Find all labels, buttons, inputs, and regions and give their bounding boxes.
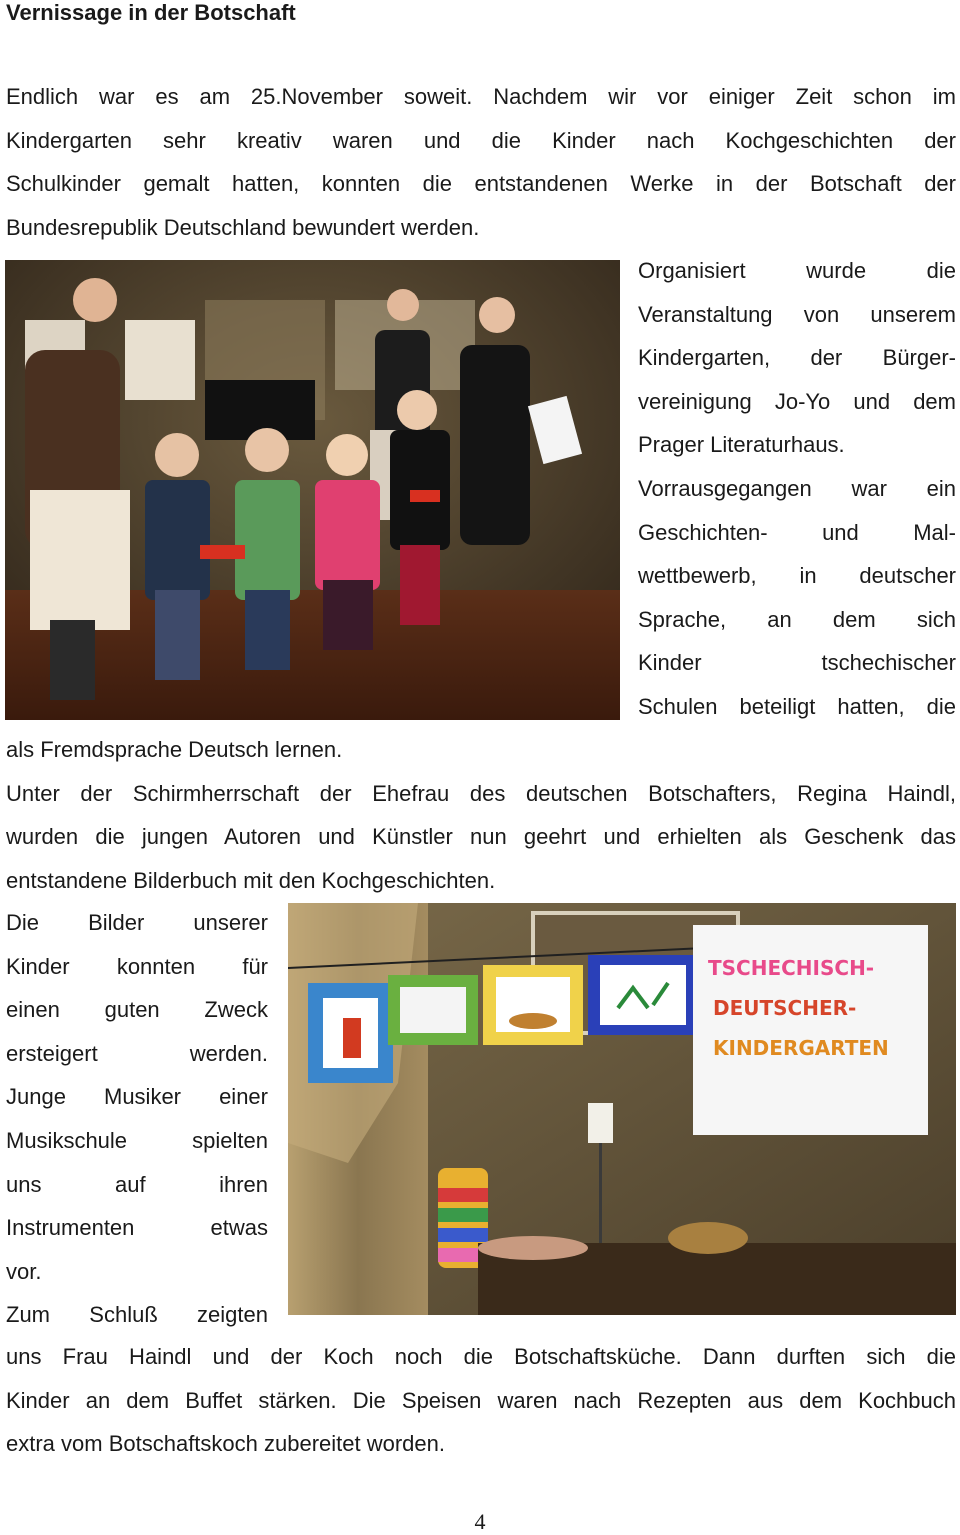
text-line: Veranstaltung von unserem — [638, 301, 956, 327]
text-line: einen guten Zweck — [6, 997, 268, 1023]
text-line: ersteigert werden. — [6, 1040, 268, 1066]
page-number: 4 — [474, 1509, 486, 1534]
text-line: Schulen beteiligt hatten, die — [638, 693, 956, 719]
photo-exhibition-wall — [288, 903, 956, 1315]
text-line: Unter der Schirmherrschaft der Ehefrau des deutschen Botschafters, Regina Haindl, — [6, 780, 956, 806]
text-line: Organisiert wurde die — [638, 258, 956, 283]
text-line: wurden die jungen Autoren und Künstler nun geehrt und erhielten als Geschenk das — [6, 824, 956, 850]
text-line: Kinder tschechischer — [638, 650, 956, 676]
text-line: Schulkinder gemalt hatten, konnten die entstandenen Werke in der Botschaft der — [6, 171, 956, 197]
text-line: entstandene Bilderbuch mit den Kochgeschichten. — [6, 867, 496, 893]
text-line: Musikschule spielten — [6, 1127, 268, 1153]
text-line: Vorrausgegangen war ein — [638, 475, 956, 501]
text-line: vor. — [6, 1258, 42, 1284]
text-line: Kindergarten sehr kreativ waren und die Kinder nach Kochgeschichten der — [6, 127, 956, 153]
text-line: Endlich war es am 25.November soweit. Nachdem wir vor einiger Zeit schon im — [6, 84, 956, 109]
photo-exhibition-wall-image — [288, 903, 956, 1315]
text-line: Zum Schluß zeigten — [6, 1302, 268, 1328]
text-line: Sprache, an dem sich — [638, 606, 956, 632]
text-line: wettbewerb, in deutscher — [638, 563, 956, 589]
article-title: Vernissage in der Botschaft — [6, 0, 296, 25]
organizers-paragraph — [638, 249, 956, 729]
main-paragraph — [6, 728, 956, 902]
text-line: als Fremdsprache Deutsch lernen. — [6, 737, 343, 762]
sign-line: DEUTSCHER- — [713, 996, 857, 1020]
text-line: Prager Literaturhaus. — [638, 432, 845, 458]
intro-paragraph — [6, 75, 956, 249]
text-line: Instrumenten etwas — [6, 1215, 268, 1241]
text-line: Geschichten- und Mal- — [638, 519, 956, 545]
text-line: Kindergarten, der Bürger- — [638, 345, 956, 371]
text-line: Bundesrepublik Deutschland bewundert werden. — [6, 214, 480, 240]
sign-line: TSCHECHISCH- — [708, 956, 875, 980]
text-line: uns Frau Haindl und der Koch noch die Botschaftsküche. Dann durften sich die — [6, 1344, 956, 1369]
text-line: Die Bilder unserer — [6, 910, 268, 935]
text-line: vereinigung Jo-Yo und dem — [638, 388, 956, 414]
auction-paragraph — [6, 901, 268, 1337]
sign-line: KINDERGARTEN — [713, 1036, 889, 1060]
closing-paragraph — [6, 1335, 956, 1466]
text-line: Junge Musiker einer — [6, 1084, 268, 1110]
photo-children-award — [5, 260, 620, 720]
photo-children-award-image — [5, 260, 620, 720]
text-line: Kinder konnten für — [6, 953, 268, 979]
text-line: Kinder an dem Buffet stärken. Die Speisen waren nach Rezepten aus dem Kochbuch — [6, 1387, 956, 1413]
text-line: uns auf ihren — [6, 1171, 268, 1197]
text-line: extra vom Botschaftskoch zubereitet worden. — [6, 1431, 445, 1457]
